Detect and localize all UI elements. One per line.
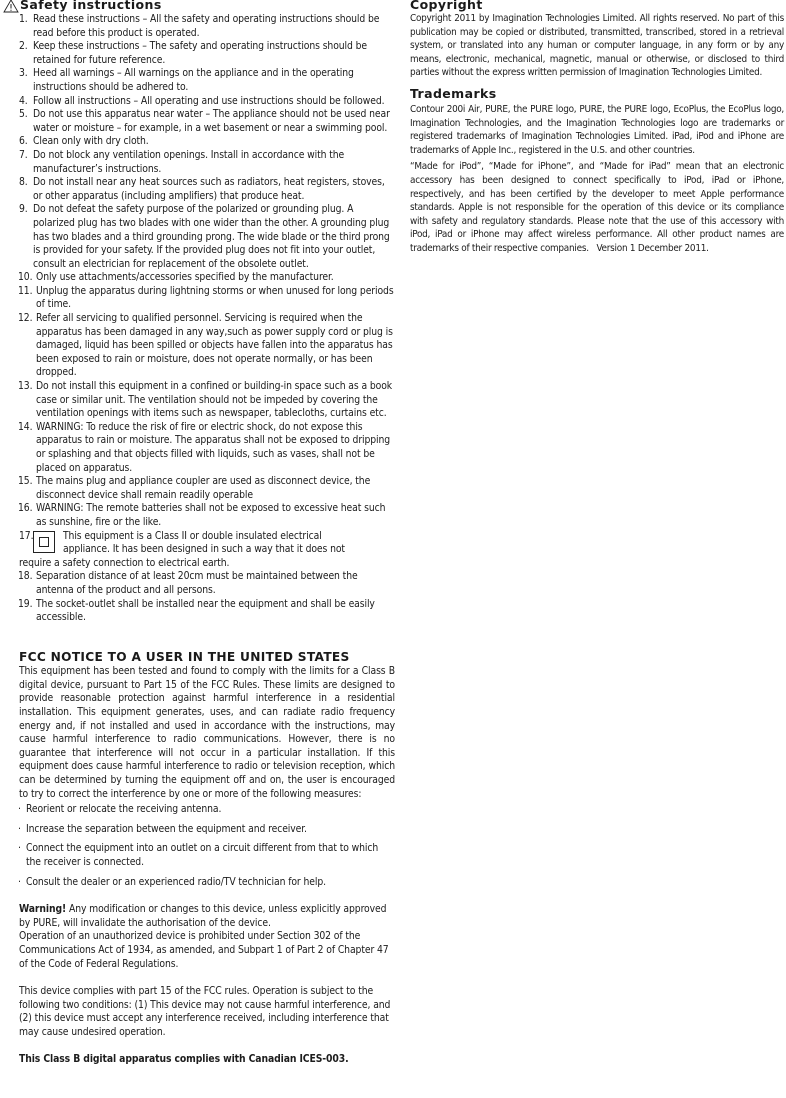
item-text: Do not block any ventilation openings. Install in accordance with the manufacturer’s instructions. (33, 148, 345, 175)
item-text: Do not install this equipment in a confined or building-in space such as a book case or similar unit. The ventilation should not be impeded by covering the ventilation openings with items such as newspaper, tablecloths, curtains etc. (36, 380, 393, 420)
item-number: 2. (19, 40, 28, 53)
fcc-measures-list (19, 803, 395, 889)
item-number: 7. (19, 148, 28, 161)
safety-item (3, 135, 395, 149)
item-number: 10. (18, 271, 33, 284)
made-for-body: “Made for iPod”, “Made for iPhone”, and “Made for iPad” mean that an electronic accessory has been designed to connect specifically to iPod, iPad or iPhone, respectively, and has been certified by the developer to meet Apple performance standards. Apple is not responsible for the operation of this device or its compliance with safety and regulatory standards. Please note that the use of this accessory with iPod, iPad or iPhone may affect wireless performance. All other product names are trademarks of their respective companies. (410, 161, 784, 254)
item-text: Only use attachments/accessories specified by the manufacturer. (36, 271, 334, 284)
class-ii-line2: appliance. It has been designed in such a way that it does not (63, 543, 345, 556)
safety-item (3, 598, 395, 625)
safety-item (3, 380, 395, 421)
safety-list-tail (3, 570, 395, 624)
safety-item (3, 285, 395, 312)
item-number: 5. (19, 108, 28, 121)
fcc-operation: Operation of an unauthorized device is prohibited under Section 302 of the Communications Act of 1934, as amended, and Subpart 1 of Part 2 of Chapter 47 of the Code of Federal Regulations. (19, 930, 389, 970)
item-number: 1. (19, 13, 28, 25)
double-insulation-icon (33, 531, 55, 553)
fcc-measure-item: · Connect the equipment into an outlet on a circuit different from that to which the receiver is connected. (19, 842, 395, 869)
item-number: 9. (19, 203, 28, 216)
warning-text: Any modification or changes to this device, unless explicitly approved by PURE, will invalidate the authorisation of the device. (19, 903, 387, 929)
item-text: Read these instructions – All the safety and operating instructions should be read before this product is operated. (33, 13, 380, 39)
item-number: 4. (19, 94, 28, 107)
warning-triangle-icon (3, 0, 19, 13)
safety-item (3, 312, 395, 380)
item-text: Separation distance of at least 20cm must be maintained between the antenna of the product and all persons. (36, 570, 358, 596)
class-ii-line1: This equipment is a Class II or double insulated electrical (63, 529, 322, 542)
item-text: Refer all servicing to qualified personnel. Servicing is required when the apparatus has been damaged in any way,such as power supply cord or plug is damaged, liquid has been spilled or objects have fallen into the apparatus has been exposed to rain or moisture, does not operate normally, or has been dropped. (36, 312, 393, 379)
trademarks-text: Contour 200i Air, PURE, the PURE logo, PURE, the PURE logo, EcoPlus, the EcoPlus logo, Imagination Technologies, and the Imagination Technologies logo are trademarks or registered trademarks of Imagination Technologies Limited. iPad, iPod and iPhone are trademarks of Apple Inc., registered in the U.S. and other countries. (410, 103, 784, 156)
copyright-heading: Copyright (410, 0, 483, 12)
item-number: 14. (18, 420, 33, 433)
fcc-warning (19, 903, 395, 930)
safety-item (3, 176, 395, 203)
item-text: Follow all instructions – All operating and use instructions should be followed. (33, 94, 385, 107)
canada-compliance: This Class B digital apparatus complies with Canadian ICES-003. (19, 1053, 349, 1066)
fcc-compliance: This device complies with part 15 of the FCC rules. Operation is subject to the following two conditions: (1) This device may not cause harmful interference, and (2) this device must accept any interference received, including interference that may cause undesired operation. (19, 985, 391, 1038)
item-text: Do not defeat the safety purpose of the polarized or grounding plug. A polarized plug has two blades with one wider than the other. A grounding plug has two blades and a third grounding prong. The wide blade or the third prong is provided for your safety. If the provided plug does not fit into your outlet, consult an electrician for replacement of the obsolete outlet. (33, 203, 390, 270)
safety-item (3, 271, 395, 285)
item-number: 13. (18, 380, 33, 393)
safety-heading-row (3, 0, 395, 13)
trademarks-heading: Trademarks (410, 85, 497, 101)
fcc-heading: FCC NOTICE TO A USER IN THE UNITED STATES (19, 649, 350, 664)
safety-item (3, 149, 395, 176)
safety-item (3, 421, 395, 475)
safety-list (3, 13, 395, 530)
item-text: Do not use this apparatus near water – The appliance should not be used near water or moisture – for example, in a wet basement or near a swimming pool. (33, 108, 390, 134)
fcc-intro: This equipment has been tested and found to comply with the limits for a Class B digital device, pursuant to Part 15 of the FCC Rules. These limits are designed to provide reasonable protection against harmful interference in a residential installation. This equipment generates, uses, and can radiate radio frequency energy and, if not installed and used in accordance with the instructions, may cause harmful interference to radio communications. However, there is no guarantee that interference will not occur in a particular installation. If this equipment does cause harmful interference to radio or television reception, which can be determined by turning the equipment off and on, the user is encouraged to try to correct the interference by one or more of the following measures: (19, 665, 395, 800)
item-number: 15. (18, 475, 33, 488)
item-number: 11. (18, 284, 33, 297)
warning-label: Warning! (19, 903, 67, 916)
item-text: The mains plug and appliance coupler are used as disconnect device, the disconnect device shall remain readily operable (36, 475, 371, 501)
left-column (3, 0, 395, 1067)
safety-item (3, 108, 395, 135)
item-number: 6. (19, 135, 28, 148)
safety-item (3, 502, 395, 529)
item-number: 19. (18, 597, 33, 610)
safety-item (3, 203, 395, 271)
item-text: WARNING: To reduce the risk of fire or electric shock, do not expose this apparatus to rain or moisture. The apparatus shall not be exposed to dripping or splashing and that objects filled with liquids, such as vases, shall not be placed on apparatus. (36, 420, 391, 474)
item-text: The socket-outlet shall be installed near the equipment and shall be easily accessible. (36, 597, 375, 624)
fcc-measure-item: · Consult the dealer or an experienced radio/TV technician for help. (19, 876, 395, 890)
item-number: 3. (19, 67, 28, 80)
version-text: Version 1 December 2011. (596, 242, 709, 254)
safety-item (3, 570, 395, 597)
item-number: 12. (18, 312, 33, 325)
safety-item (3, 67, 395, 94)
right-column (410, 0, 784, 256)
copyright-text: Copyright 2011 by Imagination Technologies Limited. All rights reserved. No part of this publication may be copied or distributed, transmitted, transcribed, stored in a retrieval system, or translated into any human or computer language, in any form or by any means, electronic, mechanical, magnetic, manual or otherwise, or disclosed to third parties without the express written permission of Imagination Technologies Limited. (410, 13, 784, 79)
safety-item (3, 475, 395, 502)
item-text: Heed all warnings – All warnings on the appliance and in the operating instructions should be adhered to. (33, 67, 354, 93)
item-text: Clean only with dry cloth. (33, 135, 149, 148)
fcc-measure-item: · Reorient or relocate the receiving antenna. (19, 803, 395, 817)
item-number: 16. (18, 502, 33, 515)
safety-item (3, 40, 395, 67)
item-number: 17. (19, 529, 34, 542)
safety-heading: Safety instructions (20, 0, 162, 12)
item-text: Unplug the apparatus during lightning storms or when unused for long periods of time. (36, 284, 394, 311)
made-for-text (410, 160, 784, 255)
item-text: Keep these instructions – The safety and operating instructions should be retained for future reference. (33, 40, 368, 66)
item-text: Do not install near any heat sources such as radiators, heat registers, stoves, or other apparatus (including amplifiers) that produce heat. (33, 176, 385, 202)
item-number: 8. (19, 176, 28, 189)
fcc-measure-item: · Increase the separation between the equipment and receiver. (19, 823, 395, 837)
class-ii-line3: require a safety connection to electrical earth. (19, 556, 230, 569)
item-text: WARNING: The remote batteries shall not be exposed to excessive heat such as sunshine, fire or the like. (36, 502, 386, 528)
item-number: 18. (18, 570, 33, 583)
class-ii-item (3, 530, 395, 571)
safety-item (3, 95, 395, 109)
safety-item (3, 13, 395, 40)
